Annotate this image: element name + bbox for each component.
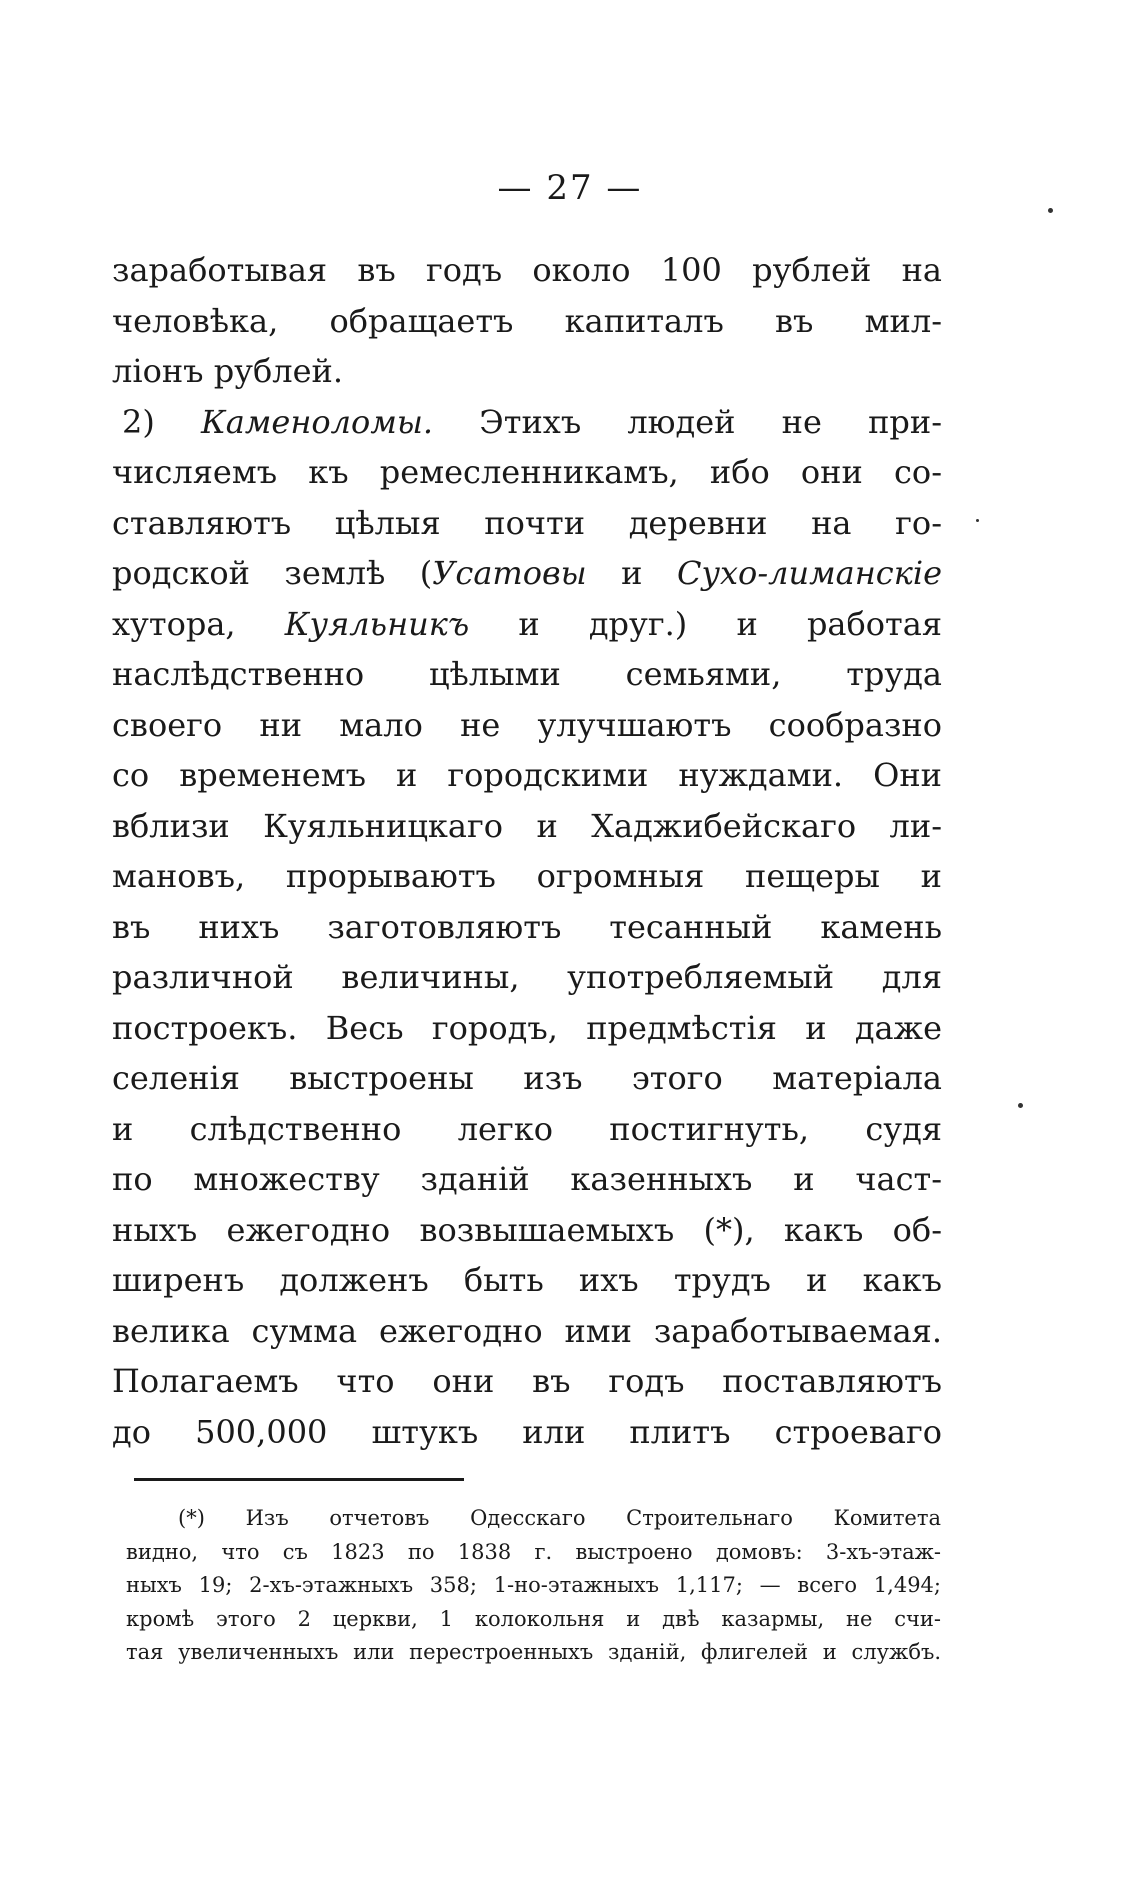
place-name: Сухо-лиманскіе [676,554,942,592]
place-name: Куяльникъ [284,604,470,643]
text-fragment: родской землѣ ( [112,554,433,592]
footnote-line: (*) Изъ отчетовъ Одесскаго Строительнаго Комитета [178,1506,941,1530]
footnote-line: видно, что съ 1823 по 1838 г. выстроено домовъ: 3-хъ-этаж- [126,1539,941,1564]
text-line: числяемъ къ ремесленникамъ, ибо они со- [112,453,942,491]
text-line: ставляютъ цѣлыя почти деревни на го- [112,503,942,542]
place-name: Усатовы [432,554,587,592]
text-fragment: Этихъ людей не при- [479,402,943,441]
text-line: селенія выстроены изъ этого матеріала [112,1059,942,1097]
text-line: вблизи Куяльницкаго и Хаджибейскаго ли- [112,806,942,845]
paragraph-heading-line [112,397,942,448]
footnote-line: кромѣ этого 2 церкви, 1 колокольня и двѣ казармы, не счи- [126,1606,941,1631]
text-line: наслѣдственно цѣлыми семьями, труда [112,655,942,693]
main-text [112,245,942,1457]
text-line: своего ни мало не улучшаютъ сообразно [112,705,942,744]
print-speck [1048,208,1053,213]
text-line: со временемъ и городскими нуждами. Они [112,756,942,794]
text-line: по множеству зданій казенныхъ и част- [112,1160,942,1198]
print-speck [976,519,979,522]
text-line: ныхъ ежегодно возвышаемыхъ (*), какъ об- [112,1210,942,1249]
page-number: — 27 — [497,168,643,208]
text-line: до 500,000 штукъ или плитъ строеваго [112,1412,942,1451]
footnote [126,1502,941,1670]
footnote-divider [134,1478,464,1481]
text-line: заработывая въ годъ около 100 рублей на [112,251,942,289]
text-line: мановъ, прорываютъ огромныя пещеры и [112,857,942,895]
footnote-line: тая увеличенныхъ или перестроенныхъ зданій, флигелей и службъ. [126,1640,941,1664]
text-line: въ нихъ заготовляютъ тесанный камень [112,907,942,946]
text-line: Полагаемъ что они въ годъ поставляютъ [112,1362,942,1400]
paragraph-number: 2) [122,402,155,441]
text-line: различной величины, употребляемый для [112,958,942,996]
text-line: велика сумма ежегодно ими заработываемая. [112,1311,942,1350]
print-speck [1018,1103,1023,1108]
text-line: построекъ. Весь городъ, предмѣстія и даже [112,1008,942,1047]
text-fragment: и [586,554,677,592]
text-line: ліонъ рублей. [112,352,344,390]
paragraph-heading: Каменоломы. [201,402,434,441]
text-line [112,548,942,599]
text-fragment: хутора, [112,604,285,643]
text-fragment: и друг.) и работая [469,604,943,643]
text-line: человѣка, обращаетъ капиталъ въ мил- [112,301,942,340]
text-line: и слѣдственно легко постигнуть, судя [112,1109,942,1148]
text-line [112,599,942,650]
footnote-line: ныхъ 19; 2-хъ-этажныхъ 358; 1-но-этажныхъ 1,117; — всего 1,494; [126,1573,941,1597]
text-line: ширенъ долженъ быть ихъ трудъ и какъ [112,1261,942,1299]
